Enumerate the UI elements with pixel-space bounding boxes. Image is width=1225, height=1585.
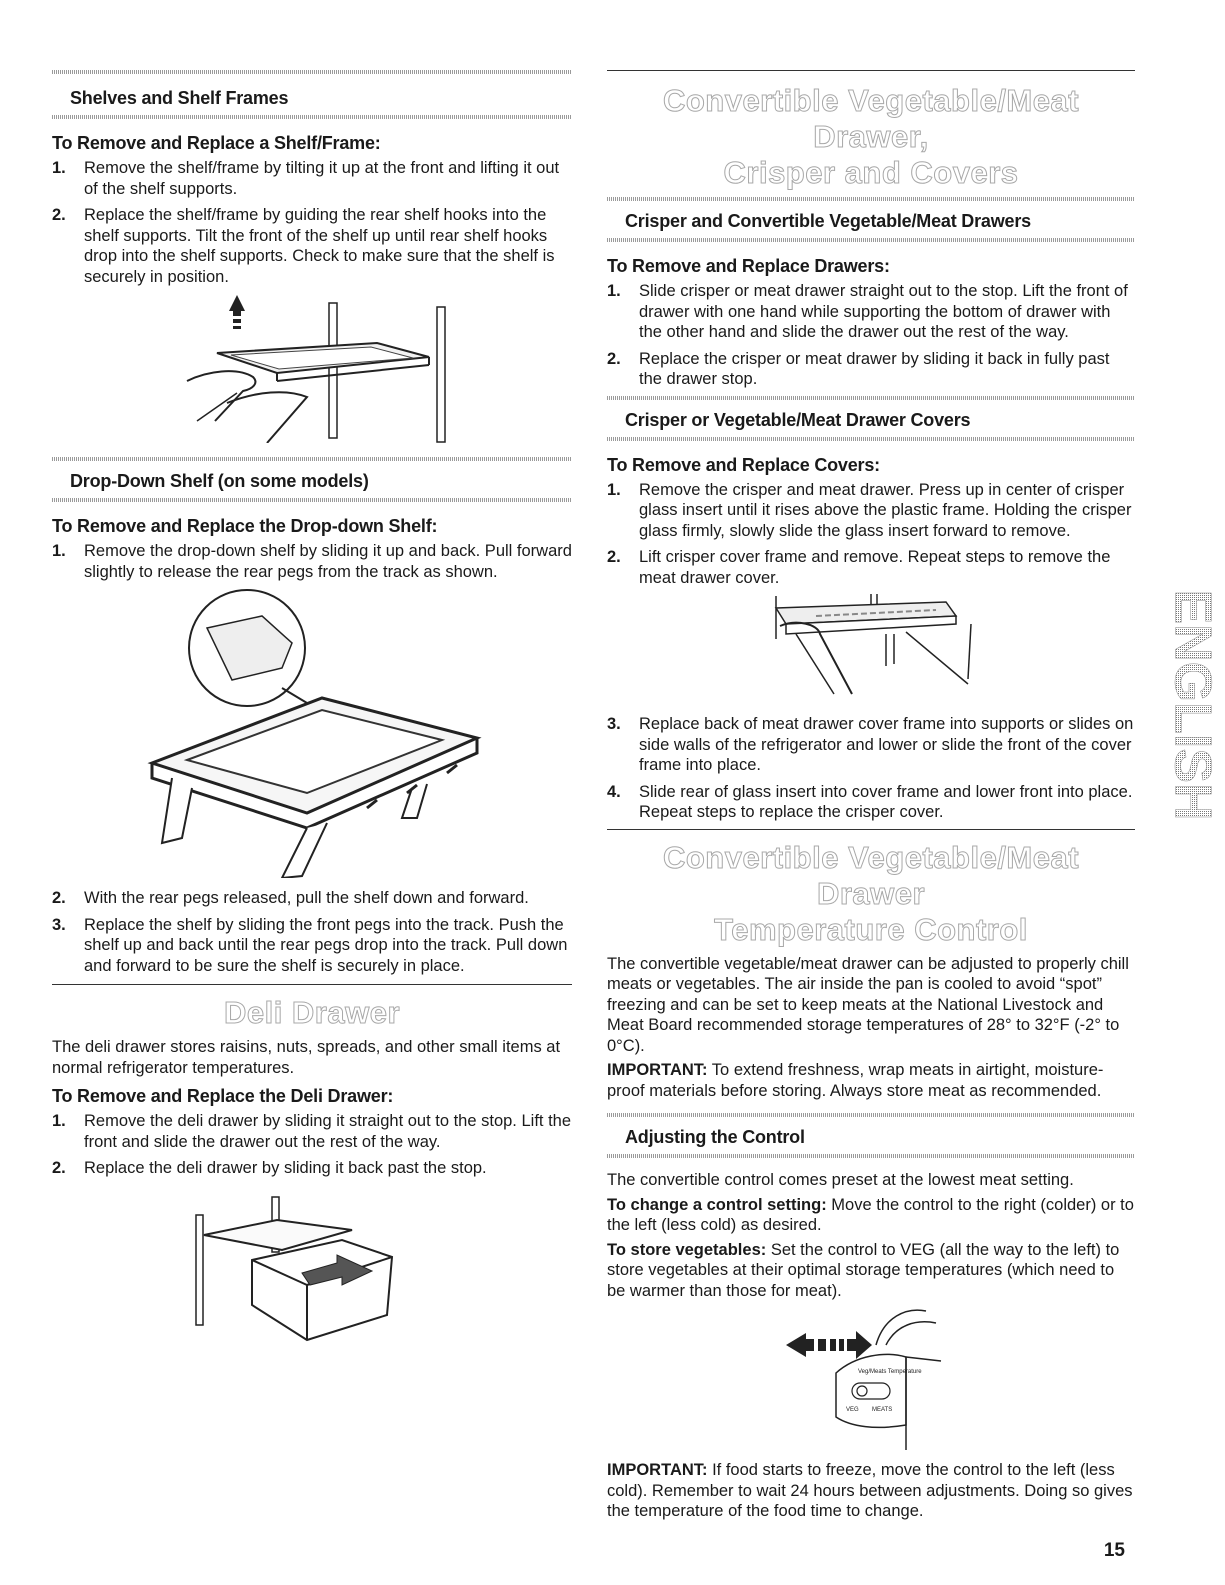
language-side-tab: [1153, 585, 1225, 825]
section-band-bottom: [607, 1154, 1135, 1158]
deli-steps: [52, 1111, 572, 1179]
section-divider: [52, 984, 572, 985]
list-item: 1. Remove the drop-down shelf by sliding it up and back. Pull forward slightly to release the rear pegs from the track as shown.: [52, 542, 572, 581]
temperature-control-illustration: [776, 1305, 966, 1450]
shelves-header: Shelves and Shelf Frames: [70, 88, 289, 108]
section-divider: [607, 829, 1135, 830]
important-note-1: IMPORTANT: To extend freshness, wrap meats in airtight, moisture-proof materials before storing. Always store meat as recommended.: [607, 1061, 1104, 1100]
dropdown-header: Drop-Down Shelf (on some models): [70, 471, 369, 491]
list-item: 1. Remove the deli drawer by sliding it straight out to the stop. Lift the front and slide the drawer out the rest of the way.: [52, 1112, 572, 1151]
list-item: 1. Remove the crisper and meat drawer. Press up in center of crisper glass insert until it rises above the plastic frame. Holding the crisper glass firmly, slowly slide the glass insert forward to remove.: [607, 480, 1132, 540]
drawers-subheading: To Remove and Replace Drawers:: [607, 256, 890, 276]
dropdown-steps-b: [52, 888, 572, 976]
drawers-header: Crisper and Convertible Vegetable/Meat Drawers: [625, 211, 1031, 231]
adjust-paragraph: The convertible control comes preset at the lowest meat setting.: [607, 1171, 1074, 1189]
crisper-cover-illustration: [756, 594, 986, 704]
covers-steps-a: [607, 480, 1135, 589]
list-item: 2. Replace the shelf/frame by guiding the rear shelf hooks into the shelf supports. Tilt the front of the shelf up until rear shelf hooks drop into the shelf supports. Check to make sure that the shelf is securely in position.: [52, 206, 555, 286]
dropdown-subheading: To Remove and Replace the Drop-down Shelf:: [52, 516, 438, 536]
deli-drawer-illustration: [192, 1185, 432, 1350]
list-item: 2. With the rear pegs released, pull the shelf down and forward.: [52, 889, 529, 907]
important-note-2: IMPORTANT: If food starts to freeze, move the control to the left (less cold). Remember to wait 24 hours between adjustments. Doing so gives the temperature of the food time to change.: [607, 1461, 1133, 1520]
deli-subheading: To Remove and Replace the Deli Drawer:: [52, 1086, 394, 1106]
dial-meats-label: MEATS: [872, 1407, 893, 1413]
section-band-bottom: [52, 115, 572, 119]
dropdown-shelf-illustration: [132, 588, 492, 878]
adjust-header: Adjusting the Control: [625, 1127, 805, 1147]
right-column: [607, 70, 1135, 1526]
shelves-subheading: To Remove and Replace a Shelf/Frame:: [52, 133, 381, 153]
drawers-steps: [607, 281, 1135, 390]
change-setting-paragraph: To change a control setting: Move the control to the right (colder) or to the left (less cold) as desired.: [607, 1195, 1134, 1234]
list-item: 3. Replace the shelf by sliding the front pegs into the track. Push the shelf up and back until the rear pegs drop into the track. Pull down and forward to be sure the shelf is securely in place.: [52, 915, 568, 975]
temperature-title: [607, 840, 1135, 948]
dial-veg-label: VEG: [846, 1407, 859, 1413]
convertible-title: [607, 83, 1135, 191]
dial-label: Veg/Meats Temperature: [858, 1369, 922, 1375]
list-item: 4. Slide rear of glass insert into cover frame and lower front into place. Repeat steps to replace the crisper cover.: [607, 782, 1133, 821]
convertible-title-line1: Convertible Vegetable/Meat Drawer,: [662, 83, 1080, 154]
covers-subheading: To Remove and Replace Covers:: [607, 454, 880, 475]
dial-knob[interactable]: [857, 1386, 867, 1396]
shelves-steps: [52, 158, 572, 287]
dropdown-steps-a: [52, 541, 572, 582]
temperature-title-line1: Convertible Vegetable/Meat Drawer: [662, 839, 1080, 911]
section-divider: [607, 70, 1135, 71]
deli-title: Deli Drawer: [223, 995, 401, 1030]
store-vegetables-paragraph: To store vegetables: Set the control to VEG (all the way to the left) to store vegetables at their optimal storage temperatures (which need to be warmer than those for meat).: [607, 1240, 1120, 1300]
temperature-title-line2: Temperature Control: [714, 911, 1028, 947]
left-column: [52, 70, 572, 1350]
shelf-frame-illustration: [167, 293, 457, 443]
list-item: 3. Replace back of meat drawer cover frame into supports or slides on side walls of the refrigerator and lower or slide the front of the cover frame into place.: [607, 715, 1134, 774]
temperature-intro: The convertible vegetable/meat drawer can be adjusted to properly chill meats or vegetables. The air inside the pan is cooled to avoid “spot” freezing and can be set to keep meats at the National Livestock and Meat Board recommended storage temperatures of 28° to 32°F (-2° to 0°C).: [607, 954, 1129, 1055]
list-item: 1. Remove the shelf/frame by tilting it up at the front and lifting it out of the shelf supports.: [52, 159, 560, 198]
list-item: 2. Replace the crisper or meat drawer by sliding it back in fully past the drawer stop.: [607, 349, 1110, 388]
section-band-bottom: [52, 498, 572, 502]
covers-steps-b: [607, 714, 1135, 823]
side-tab-text: ENGLISH: [1163, 589, 1222, 821]
page-number: 15: [1103, 1540, 1125, 1561]
list-item: 1. Slide crisper or meat drawer straight out to the stop. Lift the front of drawer with one hand while supporting the bottom of drawer with the other hand and slide the drawer out the rest of the way.: [607, 282, 1128, 341]
section-band-bottom: [607, 437, 1135, 441]
section-band-bottom: [607, 238, 1135, 242]
convertible-title-line2: Crisper and Covers: [723, 155, 1019, 190]
list-item: 2. Lift crisper cover frame and remove. Repeat steps to remove the meat drawer cover.: [607, 548, 1111, 587]
deli-intro: The deli drawer stores raisins, nuts, spreads, and other small items at normal refrigerator temperatures.: [52, 1038, 561, 1077]
list-item: 2. Replace the deli drawer by sliding it back past the stop.: [52, 1159, 487, 1177]
covers-header: Crisper or Vegetable/Meat Drawer Covers: [625, 409, 971, 430]
